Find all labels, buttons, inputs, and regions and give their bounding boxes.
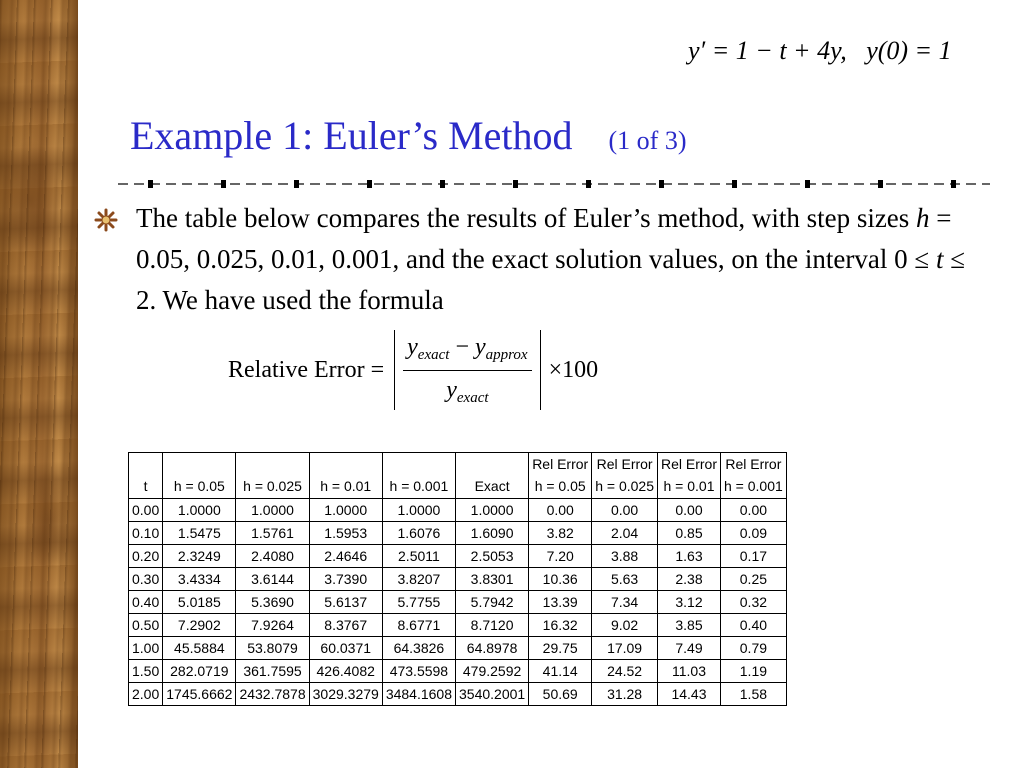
table-cell: 3.4334 [163, 568, 236, 591]
table-cell: 0.00 [529, 499, 592, 522]
table-cell: 0.79 [721, 637, 787, 660]
table-cell: 0.10 [129, 522, 163, 545]
table-cell: 3.8301 [456, 568, 529, 591]
divider-dot [951, 180, 956, 188]
column-header [382, 453, 455, 499]
table-row [129, 545, 787, 568]
table-cell: 9.02 [592, 614, 658, 637]
results-table-body [129, 499, 787, 706]
relative-error-formula [228, 328, 598, 412]
table-row [129, 637, 787, 660]
table-cell: 5.6137 [309, 591, 382, 614]
table-cell: 3029.3279 [309, 683, 382, 706]
bullet-text-1: The table below compares the results of Euler’s method, with step sizes [136, 203, 917, 233]
table-cell: 14.43 [657, 683, 720, 706]
divider-dot [367, 180, 372, 188]
table-cell: 7.2902 [163, 614, 236, 637]
bullet-h-var: h [916, 203, 930, 233]
column-header [592, 453, 658, 499]
results-table [128, 452, 787, 706]
table-cell: 1.58 [721, 683, 787, 706]
asterisk-star-icon [94, 208, 118, 232]
column-header-line1: Rel Error [725, 456, 782, 472]
table-cell: 8.7120 [456, 614, 529, 637]
column-header-line2: h = 0.001 [724, 478, 783, 494]
table-cell: 50.69 [529, 683, 592, 706]
table-cell: 2.4080 [236, 545, 309, 568]
num-minus: − [449, 333, 475, 360]
column-header-line2: h = 0.01 [663, 478, 715, 494]
slide-title-main: Example 1: Euler’s Method [130, 113, 573, 158]
table-cell: 0.00 [129, 499, 163, 522]
table-cell: 1745.6662 [163, 683, 236, 706]
column-header [163, 453, 236, 499]
table-cell: 0.00 [721, 499, 787, 522]
table-cell: 8.3767 [309, 614, 382, 637]
wood-border [0, 0, 78, 768]
table-cell: 1.0000 [382, 499, 455, 522]
table-cell: 0.40 [129, 591, 163, 614]
table-cell: 7.49 [657, 637, 720, 660]
num-sub-approx: approx [485, 346, 528, 363]
table-cell: 1.19 [721, 660, 787, 683]
table-cell: 64.8978 [456, 637, 529, 660]
table-cell: 3.82 [529, 522, 592, 545]
table-cell: 1.0000 [236, 499, 309, 522]
formula-numerator [403, 334, 531, 371]
slide-title [130, 112, 686, 159]
table-cell: 5.7942 [456, 591, 529, 614]
table-cell: 479.2592 [456, 660, 529, 683]
column-header-line2: t [143, 478, 148, 494]
table-cell: 1.63 [657, 545, 720, 568]
differential-equation [688, 36, 978, 66]
column-header-line2: h = 0.05 [173, 478, 225, 494]
bullet-text [136, 198, 986, 321]
table-cell: 3.88 [592, 545, 658, 568]
table-cell: 2432.7878 [236, 683, 309, 706]
table-cell: 2.5053 [456, 545, 529, 568]
table-cell: 2.4646 [309, 545, 382, 568]
column-header-line2: h = 0.05 [534, 478, 586, 494]
formula-absolute-value [394, 330, 540, 410]
table-cell: 3.8207 [382, 568, 455, 591]
table-cell: 1.0000 [163, 499, 236, 522]
formula-times-100: ×100 [548, 356, 599, 383]
table-cell: 45.5884 [163, 637, 236, 660]
table-cell: 0.85 [657, 522, 720, 545]
table-cell: 1.5475 [163, 522, 236, 545]
table-cell: 2.04 [592, 522, 658, 545]
table-cell: 7.34 [592, 591, 658, 614]
table-cell: 31.28 [592, 683, 658, 706]
num-sub-exact: exact [417, 346, 450, 363]
table-cell: 41.14 [529, 660, 592, 683]
column-header [529, 453, 592, 499]
column-header-line2: Exact [474, 478, 510, 494]
table-cell: 473.5598 [382, 660, 455, 683]
table-cell: 0.50 [129, 614, 163, 637]
table-cell: 53.8079 [236, 637, 309, 660]
table-cell: 1.6090 [456, 522, 529, 545]
formula-denominator [446, 371, 488, 407]
formula-fraction [403, 334, 531, 407]
formula-label: Relative Error = [228, 356, 385, 383]
table-cell: 16.32 [529, 614, 592, 637]
table-row [129, 614, 787, 637]
table-cell: 0.40 [721, 614, 787, 637]
table-cell: 17.09 [592, 637, 658, 660]
table-row [129, 660, 787, 683]
num-y-exact: y [407, 333, 418, 360]
table-cell: 1.6076 [382, 522, 455, 545]
table-cell: 3484.1608 [382, 683, 455, 706]
column-header-line1 [166, 453, 232, 475]
divider-dot [805, 180, 810, 188]
table-cell: 11.03 [657, 660, 720, 683]
table-cell: 1.00 [129, 637, 163, 660]
table-cell: 2.38 [657, 568, 720, 591]
equation-initial: y(0) = 1 [866, 36, 952, 65]
bullet-t-var: t [935, 244, 944, 274]
divider-dot [221, 180, 226, 188]
table-cell: 8.6771 [382, 614, 455, 637]
table-cell: 29.75 [529, 637, 592, 660]
bullet-text-3: ≤ 2. We have used the formula [136, 244, 966, 315]
table-cell: 1.0000 [456, 499, 529, 522]
column-header-line1: Rel Error [596, 456, 653, 472]
divider-dot [148, 180, 153, 188]
table-cell: 3.6144 [236, 568, 309, 591]
divider-dot [586, 180, 591, 188]
table-header-row [129, 453, 787, 499]
table-row [129, 499, 787, 522]
table-row [129, 522, 787, 545]
table-cell: 0.09 [721, 522, 787, 545]
column-header-line1 [132, 453, 159, 475]
divider-dot [732, 180, 737, 188]
divider-dot [878, 180, 883, 188]
table-cell: 0.00 [592, 499, 658, 522]
table-cell: 5.0185 [163, 591, 236, 614]
table-cell: 5.63 [592, 568, 658, 591]
slide-title-sub: (1 of 3) [608, 126, 687, 155]
table-cell: 60.0371 [309, 637, 382, 660]
divider-dot [440, 180, 445, 188]
equation-y-prime: y′ [688, 36, 706, 65]
column-header-line1 [313, 453, 379, 475]
table-cell: 0.32 [721, 591, 787, 614]
equation-rhs: = 1 − t + 4y, [711, 36, 847, 65]
column-header-line1 [459, 453, 525, 475]
divider-dot [659, 180, 664, 188]
table-cell: 1.0000 [309, 499, 382, 522]
column-header [456, 453, 529, 499]
table-cell: 1.50 [129, 660, 163, 683]
table-cell: 1.5761 [236, 522, 309, 545]
table-cell: 0.20 [129, 545, 163, 568]
table-cell: 0.17 [721, 545, 787, 568]
divider-dot [294, 180, 299, 188]
column-header-line2: h = 0.001 [389, 478, 449, 494]
table-cell: 13.39 [529, 591, 592, 614]
table-cell: 3540.2001 [456, 683, 529, 706]
table-cell: 2.5011 [382, 545, 455, 568]
column-header [129, 453, 163, 499]
table-cell: 64.3826 [382, 637, 455, 660]
table-cell: 0.30 [129, 568, 163, 591]
table-cell: 426.4082 [309, 660, 382, 683]
column-header-line2: h = 0.025 [595, 478, 654, 494]
table-cell: 2.3249 [163, 545, 236, 568]
dashed-divider [118, 179, 990, 189]
table-row [129, 591, 787, 614]
column-header-line1: Rel Error [660, 456, 717, 472]
results-table-head [129, 453, 787, 499]
table-cell: 1.5953 [309, 522, 382, 545]
column-header-line1: Rel Error [532, 456, 589, 472]
column-header-line2: h = 0.01 [320, 478, 372, 494]
column-header [657, 453, 720, 499]
table-cell: 7.9264 [236, 614, 309, 637]
table-row [129, 568, 787, 591]
table-cell: 2.00 [129, 683, 163, 706]
bullet-text-2: = 0.05, 0.025, 0.01, 0.001, and the exact solution values, on the interval 0 ≤ [136, 203, 952, 274]
column-header [309, 453, 382, 499]
den-y: y [446, 376, 457, 403]
column-header [236, 453, 309, 499]
table-cell: 7.20 [529, 545, 592, 568]
table-cell: 0.25 [721, 568, 787, 591]
table-cell: 10.36 [529, 568, 592, 591]
num-y-approx: y [474, 333, 486, 360]
column-header-line1 [386, 453, 452, 475]
table-cell: 5.7755 [382, 591, 455, 614]
table-cell: 3.85 [657, 614, 720, 637]
table-row [129, 683, 787, 706]
column-header [721, 453, 787, 499]
table-cell: 3.7390 [309, 568, 382, 591]
column-header-line1 [239, 453, 305, 475]
table-cell: 0.00 [657, 499, 720, 522]
table-cell: 361.7595 [236, 660, 309, 683]
table-cell: 24.52 [592, 660, 658, 683]
table-cell: 5.3690 [236, 591, 309, 614]
column-header-line2: h = 0.025 [243, 478, 302, 494]
den-sub: exact [456, 389, 489, 406]
table-cell: 3.12 [657, 591, 720, 614]
divider-dot [513, 180, 518, 188]
table-cell: 282.0719 [163, 660, 236, 683]
